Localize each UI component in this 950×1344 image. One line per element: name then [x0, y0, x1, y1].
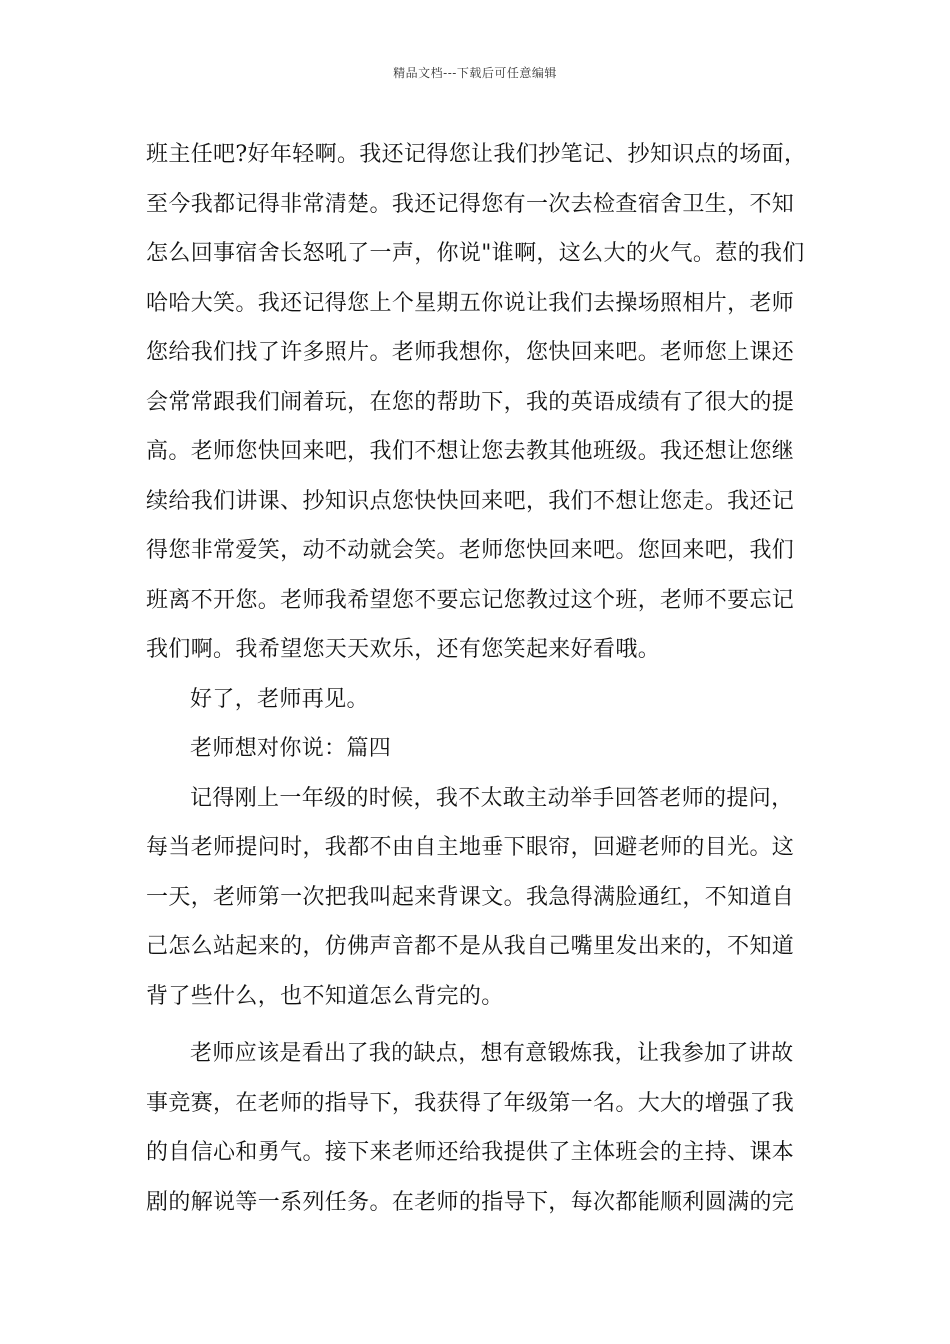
text-line: 事竞赛，在老师的指导下，我获得了年级第一名。大大的增强了我: [146, 1090, 795, 1116]
text-line: 得您非常爱笑，动不动就会笑。老师您快回来吧。您回来吧，我们: [146, 538, 795, 563]
text-line: 的自信心和勇气。接下来老师还给我提供了主体班会的主持、课本: [146, 1140, 795, 1165]
text-line: 己怎么站起来的，仿佛声音都不是从我自己嘴里发出来的，不知道: [146, 934, 795, 959]
text-line: 剧的解说等一系列任务。在老师的指导下，每次都能顺利圆满的完: [146, 1189, 795, 1215]
text-line: 会常常跟我们闹着玩，在您的帮助下，我的英语成绩有了很大的提: [146, 389, 795, 415]
text-line: 哈哈大笑。我还记得您上个星期五你说让我们去操场照相片，老师: [146, 290, 795, 316]
text-line: 怎么回事宿舍长怒吼了一声，你说"谁啊，这么大的火气。惹的我们: [146, 241, 805, 266]
text-line: 高。老师您快回来吧，我们不想让您去教其他班级。我还想让您继: [146, 439, 795, 464]
paragraph-start: 记得刚上一年级的时候，我不太敢主动举手回答老师的提问，: [190, 785, 794, 811]
paragraph-gap: [146, 1021, 806, 1029]
text-line: 至今我都记得非常清楚。我还记得您有一次去检查宿舍卫生，不知: [146, 191, 795, 217]
page-header: 精品文档---下载后可任意编辑: [393, 66, 557, 80]
section-title: 老师想对你说：篇四: [190, 736, 392, 761]
text-line: 背了些什么，也不知道怎么背完的。: [146, 983, 504, 1009]
text-line: 班离不开您。老师我希望您不要忘记您教过这个班，老师不要忘记: [146, 587, 795, 613]
text-line: 班主任吧?好年轻啊。我还记得您让我们抄笔记、抄知识点的场面，: [146, 142, 807, 167]
text-line: 每当老师提问时，我都不由自主地垂下眼帘，回避老师的目光。这: [146, 835, 795, 860]
text-line: 您给我们找了许多照片。老师我想你，您快回来吧。老师您上课还: [146, 340, 795, 365]
document-body: [146, 130, 806, 1227]
paragraph-start: 老师应该是看出了我的缺点，想有意锻炼我，让我参加了讲故: [190, 1041, 794, 1066]
text-line: 续给我们讲课、抄知识点您快快回来吧，我们不想让您走。我还记: [146, 488, 795, 514]
text-line: 我们啊。我希望您天天欢乐，还有您笑起来好看哦。: [146, 637, 661, 662]
closing-line: 好了，老师再见。: [190, 686, 369, 712]
text-line: 一天，老师第一次把我叫起来背课文。我急得满脸通红，不知道自: [146, 884, 795, 910]
